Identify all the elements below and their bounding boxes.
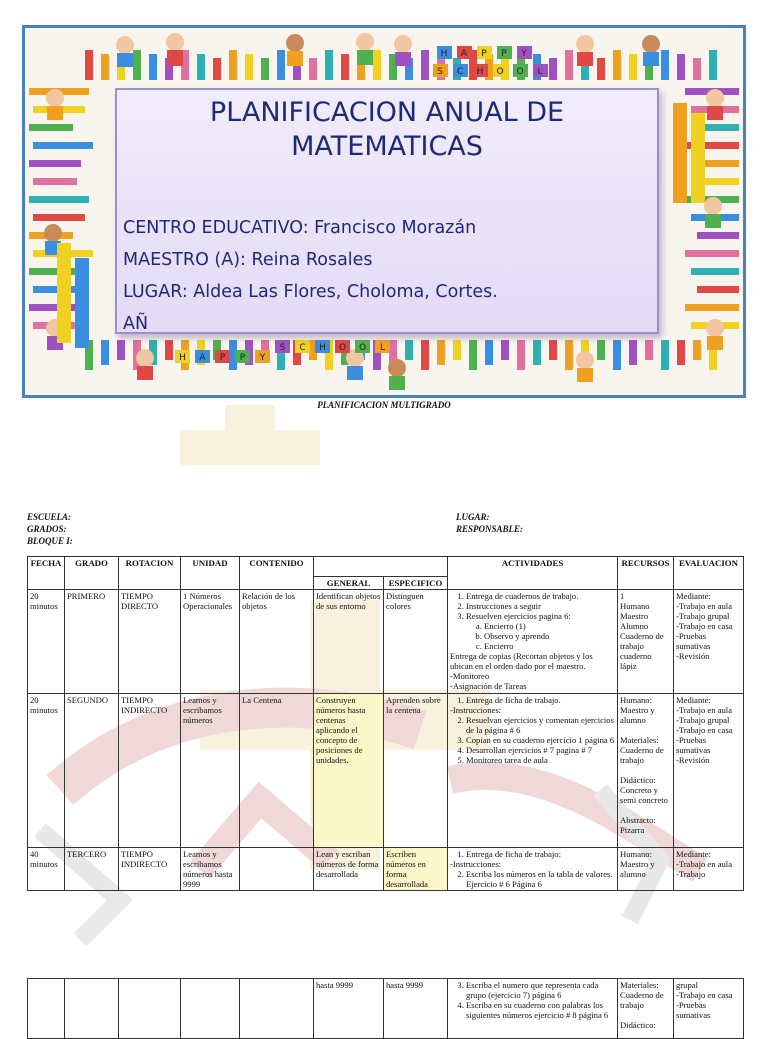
pencil-shape bbox=[101, 340, 109, 365]
pencil-shape bbox=[677, 340, 685, 365]
bloque-label: BLOQUE I: bbox=[27, 536, 73, 546]
list-item: 1. Entrega de ficha de trabajo. bbox=[466, 695, 615, 705]
cell-contenido: La Centena bbox=[240, 694, 314, 848]
svg-text:H: H bbox=[476, 67, 484, 77]
list-item: 3. Escriba el numero que representa cada grupo (ejercicio 7) página 6 bbox=[466, 980, 615, 1000]
activities-list-2 bbox=[450, 869, 615, 889]
header-fecha: FECHA bbox=[28, 557, 65, 590]
list-item: 2. Instrucciones a seguir bbox=[466, 601, 615, 611]
list-item: 1. Entrega de cuadernos de trabajo. bbox=[466, 591, 615, 601]
evaluation-line: -Revisión bbox=[676, 651, 710, 661]
pencil-shape bbox=[597, 340, 605, 360]
pencil-shape bbox=[325, 50, 333, 80]
title-line-2: MATEMATICAS bbox=[291, 131, 483, 162]
resource-line: Maestro bbox=[620, 611, 649, 621]
list-item: b. Observo y aprendo bbox=[484, 631, 615, 641]
pencil-shape bbox=[261, 58, 269, 80]
pencil-shape bbox=[341, 54, 349, 80]
pencil-shape bbox=[29, 196, 89, 203]
pencil-shape bbox=[693, 58, 701, 80]
title-box bbox=[115, 88, 659, 334]
pencil-shape bbox=[565, 340, 573, 370]
cell-unidad: Leamos y escribamos números hasta 9999 bbox=[181, 848, 240, 891]
list-item: a. Encierro (1) bbox=[484, 621, 615, 631]
list-item: 1. Entrega de ficha de trabajo: bbox=[466, 849, 615, 859]
letter-block-text: H bbox=[319, 343, 326, 353]
pencil-shape bbox=[691, 268, 739, 275]
evaluation-line: -Trabajo en casa bbox=[676, 725, 733, 735]
pencil-shape bbox=[661, 340, 669, 370]
lugar: LUGAR: Aldea Las Flores, Choloma, Cortes. bbox=[123, 282, 498, 302]
cell-rotacion bbox=[119, 979, 181, 1039]
resource-line: Maestro y alumno bbox=[620, 705, 655, 725]
pencil-shape bbox=[549, 58, 557, 80]
evaluation-line: Mediante: bbox=[676, 849, 711, 859]
pencil-shape bbox=[697, 286, 739, 293]
evaluation-line: -Trabajo bbox=[676, 869, 706, 879]
pencil-shape bbox=[697, 232, 739, 239]
cell-especifico: Escriben números en forma desarrollada bbox=[384, 848, 448, 891]
table-row bbox=[28, 590, 744, 694]
cell-fecha: 20 minutos bbox=[28, 590, 65, 694]
pencil-shape bbox=[421, 340, 429, 370]
header-objetivos-blank bbox=[314, 557, 448, 577]
letter-block-text: H bbox=[179, 353, 186, 363]
resource-line: Cuaderno de trabajo bbox=[620, 745, 664, 765]
resource-line: Cuaderno de trabajo bbox=[620, 631, 664, 651]
letter-block-text: Y bbox=[259, 353, 266, 363]
letter-block-text: P bbox=[239, 353, 246, 363]
table-row bbox=[28, 694, 744, 848]
svg-text:C: C bbox=[456, 67, 464, 77]
pencil-shape bbox=[661, 50, 669, 80]
pencil-shape bbox=[33, 214, 85, 221]
letter-block-text: O bbox=[338, 343, 347, 353]
cell-general: Identifican objetos de sus entorno bbox=[314, 590, 384, 694]
pencil-shape bbox=[597, 58, 605, 80]
activities-list bbox=[450, 980, 615, 1020]
cell-grado: TERCERO bbox=[65, 848, 119, 891]
evaluation-line: -Trabajo grupal bbox=[676, 715, 730, 725]
cell-especifico: Aprenden sobre la centena bbox=[384, 694, 448, 848]
evaluation-line: sumativas bbox=[676, 1010, 711, 1020]
cell-grado: SEGUNDO bbox=[65, 694, 119, 848]
pencil-shape bbox=[133, 50, 141, 80]
svg-text:A: A bbox=[460, 49, 468, 59]
resource-spacer bbox=[620, 725, 671, 735]
evaluation-line: -Pruebas bbox=[676, 1000, 707, 1010]
activities-list bbox=[450, 849, 615, 859]
pencil-shape bbox=[549, 340, 557, 360]
pencil-shape bbox=[245, 54, 253, 80]
list-item: 3. Resuelven ejercicios pagina 6: a. Encierro (1) b. Observo y aprendo c. Encierro bbox=[466, 611, 615, 651]
pencil-shape bbox=[373, 50, 381, 80]
resource-line: Maestro y alumno bbox=[620, 859, 655, 879]
cell-rotacion: TIEMPO DIRECTO bbox=[119, 590, 181, 694]
pencil-shape bbox=[117, 340, 125, 360]
header-actividades: ACTIVIDADES bbox=[448, 557, 618, 590]
resource-spacer bbox=[620, 805, 671, 815]
cell-unidad: 1 Números Operacionales bbox=[181, 590, 240, 694]
document-title bbox=[117, 96, 657, 164]
evaluation-line: -Trabajo en aula bbox=[676, 601, 733, 611]
svg-text:O: O bbox=[496, 67, 504, 77]
evaluation-line: -Trabajo en casa bbox=[676, 621, 733, 631]
pencil-shape bbox=[405, 340, 413, 360]
cell-actividades bbox=[448, 979, 618, 1039]
pencil-shape bbox=[469, 340, 477, 370]
list-item: 4. Desarrollan ejercicios # 7 pagina # 7 bbox=[466, 745, 615, 755]
resource-line: Humano: bbox=[620, 695, 652, 705]
resource-line: Didáctico: bbox=[620, 1020, 656, 1030]
letter-block-text: O bbox=[358, 343, 367, 353]
pencil-shape bbox=[709, 50, 717, 80]
cell-especifico: hasta 9999 bbox=[384, 979, 448, 1039]
cell-actividades bbox=[448, 694, 618, 848]
letter-blocks-left bbox=[57, 243, 89, 348]
grados-label: GRADOS: bbox=[27, 524, 67, 534]
pencil-shape bbox=[33, 142, 93, 149]
pencil-shape bbox=[685, 250, 739, 257]
cell-recursos bbox=[618, 590, 674, 694]
activity-note: -Monitoreo bbox=[450, 671, 490, 681]
resource-line: Concreto y semi concreto bbox=[620, 785, 668, 805]
sub-list bbox=[466, 621, 615, 651]
resource-line: Materiales: bbox=[620, 735, 659, 745]
pencil-shape bbox=[29, 124, 73, 131]
cell-unidad bbox=[181, 979, 240, 1039]
evaluation-line: -Pruebas sumativas bbox=[676, 735, 711, 755]
cell-evaluacion bbox=[674, 848, 744, 891]
pencil-shape bbox=[629, 340, 637, 365]
activity-note: -Asignación de Tareas bbox=[450, 681, 527, 691]
anio: AÑ bbox=[123, 314, 149, 334]
pencil-shape bbox=[517, 340, 525, 370]
letter-block-text: C bbox=[299, 343, 306, 353]
cell-general: hasta 9999 bbox=[314, 979, 384, 1039]
header-general: GENERAL bbox=[314, 577, 384, 590]
list-item: c. Encierro bbox=[484, 641, 615, 651]
resource-line: Humano: bbox=[620, 849, 652, 859]
resource-line: Pizarra bbox=[620, 825, 645, 835]
pencil-shape bbox=[309, 58, 317, 80]
resource-line: Materiales: bbox=[620, 980, 659, 990]
pencil-shape bbox=[277, 50, 285, 80]
escuela-label: ESCUELA: bbox=[27, 512, 72, 522]
header-grado: GRADO bbox=[65, 557, 119, 590]
cell-actividades bbox=[448, 848, 618, 891]
caption-planificacion-multigrado: PLANIFICACION MULTIGRADO bbox=[317, 400, 451, 410]
list-item: 4. Escriba en su cuaderno con palabras los siguientes números ejercicio # 8 página 6 bbox=[466, 1000, 615, 1020]
cell-unidad: Leamos y escribamos números bbox=[181, 694, 240, 848]
resource-line: Cuaderno de trabajo bbox=[620, 990, 664, 1010]
letter-block-text: A bbox=[199, 353, 206, 363]
pencil-shape bbox=[33, 178, 77, 185]
pencil-shape bbox=[533, 340, 541, 365]
activity-note: Entrega de copias (Recortan objetos y los ubican en el orden dado por el maestro. bbox=[450, 651, 593, 671]
maestro: MAESTRO (A): Reina Rosales bbox=[123, 250, 373, 270]
cell-evaluacion bbox=[674, 694, 744, 848]
cell-recursos bbox=[618, 694, 674, 848]
letter-block-text: L bbox=[379, 343, 386, 353]
list-item: 2. Escriba los números en la tabla de valores. Ejercicio # 6 Página 6 bbox=[466, 869, 615, 889]
header-contenido: CONTENIDO bbox=[240, 557, 314, 590]
pencil-shape bbox=[197, 54, 205, 80]
responsable-label: RESPONSABLE: bbox=[456, 524, 524, 534]
header-evaluacion: EVALUACION bbox=[674, 557, 744, 590]
pencil-shape bbox=[677, 54, 685, 80]
cell-general: Construyen números hasta centenas aplicando el concepto de posiciones de unidades. bbox=[314, 694, 384, 848]
pencil-shape bbox=[229, 50, 237, 80]
pencil-shape bbox=[613, 50, 621, 80]
svg-text:P: P bbox=[481, 49, 487, 59]
table-row bbox=[28, 979, 744, 1039]
header-especifico: ESPECIFICO bbox=[384, 577, 448, 590]
cell-contenido bbox=[240, 979, 314, 1039]
resource-spacer bbox=[620, 765, 671, 775]
evaluation-line: -Trabajo grupal bbox=[676, 611, 730, 621]
pencil-shape bbox=[421, 50, 429, 80]
cell-fecha bbox=[28, 979, 65, 1039]
cell-especifico: Distinguen colores bbox=[384, 590, 448, 694]
resource-line: lápiz bbox=[620, 661, 637, 671]
letter-blocks-right bbox=[673, 103, 705, 203]
pencil-shape bbox=[149, 54, 157, 80]
header-unidad: UNIDAD bbox=[181, 557, 240, 590]
svg-text:L: L bbox=[537, 67, 543, 77]
resource-line: cuaderno bbox=[620, 651, 652, 661]
cell-general: Lean y escriban números de forma desarrollada bbox=[314, 848, 384, 891]
cell-contenido: Relación de los objetos bbox=[240, 590, 314, 694]
pencil-shape bbox=[685, 304, 739, 311]
cell-fecha: 20 minutos bbox=[28, 694, 65, 848]
evaluation-line: -Pruebas sumativas bbox=[676, 631, 711, 651]
svg-text:O: O bbox=[516, 67, 524, 77]
cell-fecha: 40 minutos bbox=[28, 848, 65, 891]
cell-actividades bbox=[448, 590, 618, 694]
pencil-shape bbox=[29, 160, 81, 167]
cell-rotacion: TIEMPO INDIRECTO bbox=[119, 848, 181, 891]
header-rotacion: ROTACION bbox=[119, 557, 181, 590]
evaluation-line: Mediante: bbox=[676, 695, 711, 705]
pencil-shape bbox=[437, 340, 445, 365]
svg-text:P: P bbox=[501, 49, 507, 59]
evaluation-line: Mediante: bbox=[676, 591, 711, 601]
list-item: 5. Monitoreo tarea de aula bbox=[466, 755, 615, 765]
activities-list bbox=[450, 695, 615, 705]
activities-list bbox=[450, 591, 615, 651]
svg-text:S: S bbox=[437, 67, 443, 77]
pencil-shape bbox=[213, 58, 221, 80]
pencil-shape bbox=[565, 50, 573, 80]
list-item: 3. Copian en su cuaderno ejercicio 1 página 6 bbox=[466, 735, 615, 745]
pencil-shape bbox=[165, 340, 173, 360]
evaluation-line: -Trabajo en aula bbox=[676, 859, 733, 869]
activity-note: -Instrucciones: bbox=[450, 705, 502, 715]
table-row bbox=[28, 848, 744, 891]
cell-grado bbox=[65, 979, 119, 1039]
cell-recursos bbox=[618, 848, 674, 891]
planning-table-continued bbox=[27, 978, 744, 1039]
evaluation-line: -Trabajo en casa bbox=[676, 990, 733, 1000]
cell-evaluacion bbox=[674, 979, 744, 1039]
resource-line: Didáctico: bbox=[620, 775, 656, 785]
evaluation-line: grupal bbox=[676, 980, 698, 990]
letter-block-text: P bbox=[219, 353, 226, 363]
pencil-shape bbox=[101, 54, 109, 80]
svg-text:Y: Y bbox=[521, 49, 527, 59]
evaluation-line: -Trabajo en aula bbox=[676, 705, 733, 715]
cell-grado: PRIMERO bbox=[65, 590, 119, 694]
pencil-shape bbox=[693, 340, 701, 360]
resource-line: 1 bbox=[620, 591, 625, 601]
cell-rotacion: TIEMPO INDIRECTO bbox=[119, 694, 181, 848]
cell-recursos bbox=[618, 979, 674, 1039]
pencil-shape bbox=[453, 340, 461, 360]
activities-list-2 bbox=[450, 715, 615, 765]
lugar-label: LUGAR: bbox=[456, 512, 490, 522]
title-line-1: PLANIFICACION ANUAL DE bbox=[209, 97, 565, 128]
meta-left bbox=[27, 511, 73, 547]
cell-evaluacion bbox=[674, 590, 744, 694]
svg-text:H: H bbox=[440, 49, 448, 59]
resource-line: Humano bbox=[620, 601, 650, 611]
resource-line: Abstracto: bbox=[620, 815, 656, 825]
pencil-shape bbox=[645, 340, 653, 360]
pencil-shape bbox=[29, 268, 81, 275]
centro-educativo: CENTRO EDUCATIVO: Francisco Morazán bbox=[123, 218, 477, 238]
activity-note: -Instrucciones: bbox=[450, 859, 502, 869]
title-banner bbox=[22, 25, 746, 398]
pencil-shape bbox=[613, 340, 621, 370]
resource-line: Alumno bbox=[620, 621, 649, 631]
planning-table bbox=[27, 556, 744, 891]
meta-right bbox=[456, 511, 523, 535]
evaluation-line: -Revisión bbox=[676, 755, 710, 765]
pencil-shape bbox=[629, 54, 637, 80]
pencil-shape bbox=[501, 340, 509, 360]
letter-block-text: S bbox=[279, 343, 286, 353]
pencil-shape bbox=[485, 340, 493, 365]
cell-contenido bbox=[240, 848, 314, 891]
resource-spacer bbox=[620, 1010, 671, 1020]
list-item: 2. Resuelvan ejercicios y comentan ejercicios de la página # 6 bbox=[466, 715, 615, 735]
pencil-shape bbox=[85, 50, 93, 80]
header-recursos: RECURSOS bbox=[618, 557, 674, 590]
